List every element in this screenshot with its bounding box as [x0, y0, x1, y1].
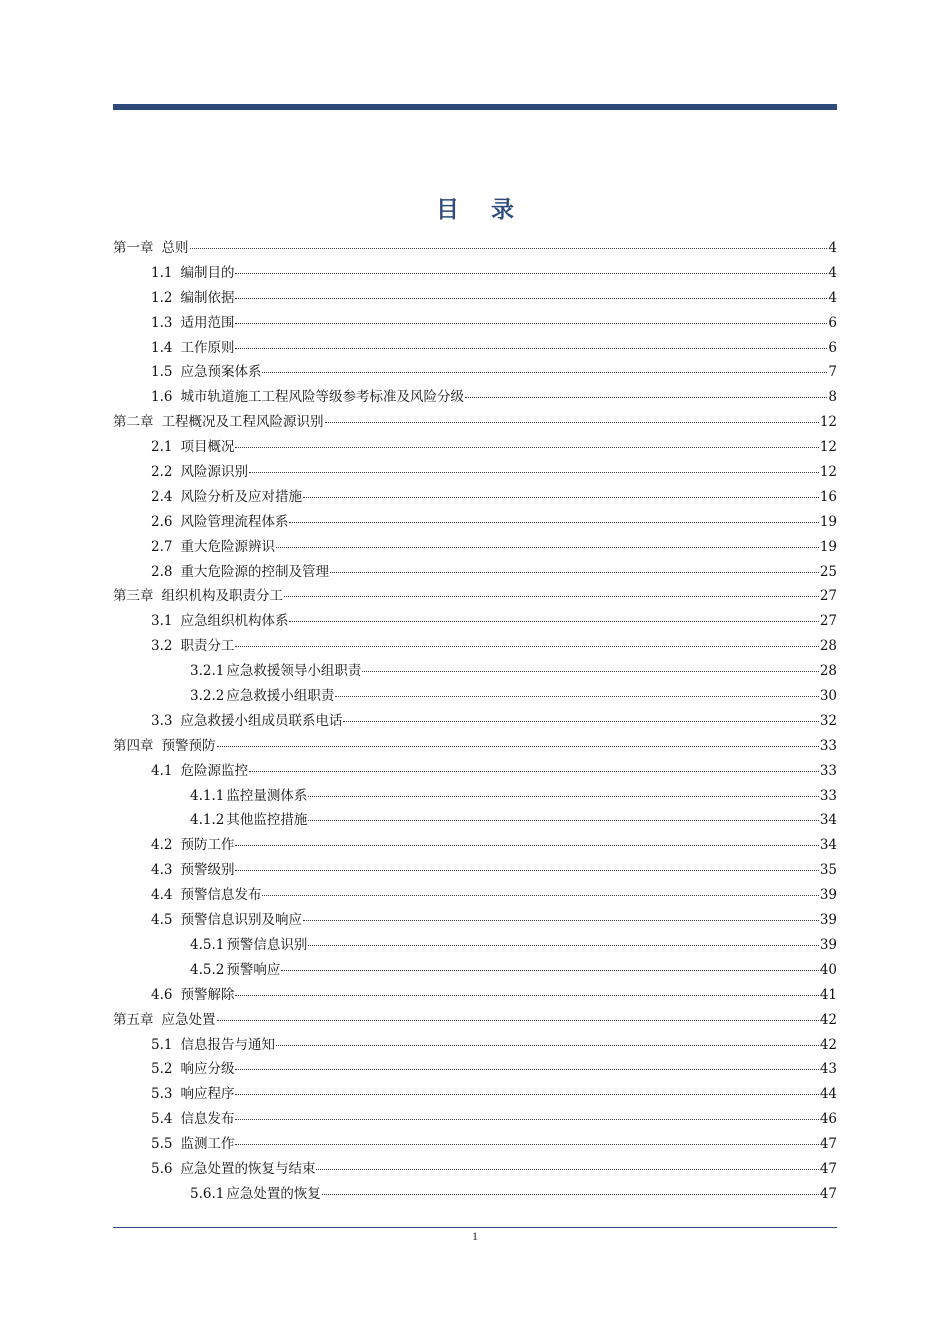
toc-entry-number: 3.2.1	[190, 663, 225, 680]
toc-dot-leader	[316, 1169, 818, 1170]
toc-entry[interactable]	[113, 410, 837, 435]
toc-entry[interactable]	[113, 1182, 837, 1207]
toc-entry-page: 34	[819, 837, 837, 854]
toc-entry-page: 30	[819, 688, 837, 705]
toc-dot-leader	[335, 696, 818, 697]
toc-entry-title: 应急救援小组职责	[226, 688, 335, 705]
toc-entry-page: 28	[819, 638, 837, 655]
toc-entry[interactable]	[113, 883, 837, 908]
toc-dot-leader	[235, 1094, 818, 1095]
toc-entry-page: 39	[819, 887, 837, 904]
toc-entry[interactable]	[113, 385, 837, 410]
page-number: 1	[472, 1229, 478, 1243]
toc-entry-title: 重大危险源辨识	[180, 538, 275, 555]
toc-entry-title: 应急预案体系	[180, 364, 262, 381]
toc-entry-page: 7	[828, 364, 837, 381]
toc-entry-number: 4.5.2	[190, 961, 225, 978]
toc-entry-title: 项目概况	[180, 439, 235, 456]
toc-entry-page: 25	[819, 563, 837, 580]
toc-dot-leader	[249, 472, 819, 473]
toc-dot-leader	[235, 1069, 818, 1070]
toc-entry-page: 6	[828, 314, 837, 331]
toc-entry-number: 1.4	[151, 339, 173, 356]
toc-entry-number: 5.3	[151, 1086, 173, 1103]
toc-entry-page: 40	[819, 961, 837, 978]
toc-entry-page: 34	[819, 812, 837, 829]
toc-entry-page: 19	[819, 538, 837, 555]
toc-dot-leader	[284, 596, 819, 597]
toc-dot-leader	[262, 895, 818, 896]
toc-dot-leader	[262, 372, 827, 373]
toc-dot-leader	[362, 671, 818, 672]
toc-entry-page: 8	[828, 389, 837, 406]
toc-entry-title: 应急组织机构体系	[180, 613, 289, 630]
toc-entry[interactable]	[113, 360, 837, 385]
toc-entry-number: 1.6	[151, 389, 173, 406]
toc-entry-page: 41	[819, 986, 837, 1003]
toc-entry[interactable]	[113, 659, 837, 684]
toc-entry[interactable]	[113, 435, 837, 460]
toc-entry-page: 27	[819, 588, 837, 605]
toc-dot-leader	[281, 970, 818, 971]
toc-entry[interactable]	[113, 560, 837, 585]
toc-entry-title: 工作原则	[180, 339, 235, 356]
toc-dot-leader	[308, 796, 818, 797]
toc-entry-title: 其他监控措施	[226, 812, 308, 829]
toc-entry-number: 5.4	[151, 1111, 173, 1128]
footer-rule	[113, 1227, 837, 1228]
table-of-contents	[113, 236, 837, 1207]
toc-entry-title: 预警级别	[180, 862, 235, 879]
toc-dot-leader	[235, 870, 818, 871]
toc-dot-leader	[235, 845, 818, 846]
toc-entry-number: 4.1.1	[190, 787, 225, 804]
toc-entry-title: 应急处置的恢复与结束	[180, 1160, 316, 1177]
toc-entry-title: 信息发布	[180, 1111, 235, 1128]
toc-entry-number: 5.6.1	[190, 1185, 225, 1202]
toc-entry-title: 风险管理流程体系	[180, 513, 289, 530]
toc-entry-page: 6	[828, 339, 837, 356]
toc-entry-number: 2.7	[151, 538, 173, 555]
toc-entry[interactable]	[113, 336, 837, 361]
toc-entry-number: 2.1	[151, 439, 173, 456]
toc-entry-page: 35	[819, 862, 837, 879]
toc-entry-page: 39	[819, 912, 837, 929]
toc-entry-title: 监测工作	[180, 1136, 235, 1153]
toc-dot-leader	[308, 820, 818, 821]
toc-entry[interactable]	[113, 460, 837, 485]
header-rule	[113, 104, 837, 110]
toc-entry-title: 应急处置	[161, 1011, 216, 1028]
toc-entry-page: 16	[819, 488, 837, 505]
toc-entry[interactable]	[113, 684, 837, 709]
toc-entry[interactable]	[113, 983, 837, 1008]
toc-entry-title: 应急救援领导小组职责	[226, 663, 362, 680]
toc-entry[interactable]	[113, 311, 837, 336]
toc-dot-leader	[276, 547, 819, 548]
toc-entry-title: 总则	[161, 240, 189, 256]
toc-entry-number: 4.6	[151, 986, 173, 1003]
toc-entry[interactable]	[113, 584, 837, 609]
toc-entry-number: 第一章	[113, 240, 154, 256]
toc-dot-leader	[465, 397, 827, 398]
toc-entry-number: 3.2.2	[190, 688, 225, 705]
toc-entry-number: 5.5	[151, 1136, 173, 1153]
toc-entry-page: 33	[819, 737, 837, 754]
toc-entry-title: 监控量测体系	[226, 787, 308, 804]
toc-entry-number: 4.4	[151, 887, 173, 904]
toc-entry-number: 5.1	[151, 1036, 173, 1053]
toc-entry-page: 12	[819, 464, 837, 481]
toc-entry-title: 预警解除	[180, 986, 235, 1003]
toc-dot-leader	[322, 1194, 819, 1195]
toc-dot-leader	[217, 1020, 819, 1021]
toc-dot-leader	[308, 945, 818, 946]
toc-entry-number: 3.3	[151, 712, 173, 729]
toc-entry-title: 适用范围	[180, 314, 235, 331]
toc-entry-page: 46	[819, 1111, 837, 1128]
toc-dot-leader	[235, 1119, 818, 1120]
toc-dot-leader	[235, 348, 827, 349]
toc-entry-page: 47	[819, 1185, 837, 1202]
toc-dot-leader	[303, 920, 819, 921]
toc-entry[interactable]	[113, 535, 837, 560]
toc-entry-page: 32	[819, 712, 837, 729]
toc-dot-leader	[235, 273, 827, 274]
toc-entry-page: 47	[819, 1136, 837, 1153]
toc-dot-leader	[235, 298, 827, 299]
toc-entry[interactable]	[113, 1157, 837, 1182]
toc-entry-title: 响应程序	[180, 1086, 235, 1103]
toc-entry-title: 应急救援小组成员联系电话	[180, 712, 343, 729]
toc-entry-page: 33	[819, 787, 837, 804]
toc-entry[interactable]	[113, 236, 837, 261]
toc-entry[interactable]	[113, 759, 837, 784]
toc-entry[interactable]	[113, 1057, 837, 1082]
toc-entry[interactable]	[113, 808, 837, 833]
toc-entry-title: 预警信息识别	[226, 936, 308, 953]
toc-title: 目 录	[435, 197, 526, 223]
toc-entry[interactable]	[113, 858, 837, 883]
toc-entry[interactable]	[113, 958, 837, 983]
toc-entry-number: 2.2	[151, 464, 173, 481]
toc-dot-leader	[235, 646, 818, 647]
toc-entry-title: 职责分工	[180, 638, 235, 655]
toc-entry-number: 1.2	[151, 289, 173, 306]
toc-entry-title: 预警信息识别及响应	[180, 912, 302, 929]
toc-entry-title: 预警响应	[226, 961, 281, 978]
toc-entry-page: 39	[819, 936, 837, 953]
toc-entry[interactable]	[113, 833, 837, 858]
toc-entry-title: 预防工作	[180, 837, 235, 854]
toc-dot-leader	[235, 323, 827, 324]
toc-entry-number: 1.3	[151, 314, 173, 331]
toc-entry-title: 组织机构及职责分工	[161, 588, 283, 605]
toc-entry-number: 3.1	[151, 613, 173, 630]
toc-entry[interactable]	[113, 1132, 837, 1157]
toc-entry[interactable]	[113, 1082, 837, 1107]
toc-entry-title: 风险分析及应对措施	[180, 488, 302, 505]
toc-entry-number: 4.1	[151, 762, 173, 779]
toc-entry-number: 4.5.1	[190, 936, 225, 953]
toc-entry-number: 2.8	[151, 563, 173, 580]
toc-entry-number: 4.1.2	[190, 812, 225, 829]
toc-entry-number: 4.5	[151, 912, 173, 929]
toc-entry-title: 城市轨道施工工程风险等级参考标准及风险分级	[180, 389, 464, 406]
toc-entry-title: 预警预防	[161, 737, 216, 754]
toc-entry-number: 1.1	[151, 264, 173, 281]
toc-entry-page: 33	[819, 762, 837, 779]
toc-entry-page: 19	[819, 513, 837, 530]
toc-entry-title: 信息报告与通知	[180, 1036, 275, 1053]
toc-entry-page: 28	[819, 663, 837, 680]
toc-entry-page: 4	[828, 264, 837, 281]
toc-entry-title: 编制依据	[180, 289, 235, 306]
toc-entry-page: 44	[819, 1086, 837, 1103]
toc-entry-number: 3.2	[151, 638, 173, 655]
toc-dot-leader	[235, 447, 818, 448]
toc-dot-leader	[325, 422, 819, 423]
toc-entry[interactable]	[113, 261, 837, 286]
toc-entry-number: 1.5	[151, 364, 173, 381]
toc-entry[interactable]	[113, 609, 837, 634]
toc-entry-title: 危险源监控	[180, 762, 248, 779]
toc-entry[interactable]	[113, 1008, 837, 1033]
toc-entry[interactable]	[113, 709, 837, 734]
toc-entry-page: 4	[828, 240, 837, 256]
toc-entry-page: 47	[819, 1160, 837, 1177]
toc-entry-title: 工程概况及工程风险源识别	[161, 414, 324, 431]
toc-entry-title: 编制目的	[180, 264, 235, 281]
toc-entry-number: 5.2	[151, 1061, 173, 1078]
toc-entry-number: 4.3	[151, 862, 173, 879]
toc-entry[interactable]	[113, 286, 837, 311]
toc-entry-title: 响应分级	[180, 1061, 235, 1078]
toc-entry-page: 43	[819, 1061, 837, 1078]
toc-entry-page: 12	[819, 414, 837, 431]
toc-dot-leader	[343, 721, 818, 722]
toc-entry[interactable]	[113, 1033, 837, 1058]
toc-dot-leader	[289, 522, 818, 523]
toc-entry-number: 第五章	[113, 1011, 154, 1028]
toc-entry-title: 预警信息发布	[180, 887, 262, 904]
toc-entry[interactable]	[113, 634, 837, 659]
toc-dot-leader	[217, 746, 819, 747]
toc-dot-leader	[249, 771, 819, 772]
toc-entry-number: 第三章	[113, 588, 154, 605]
toc-entry-number: 2.4	[151, 488, 173, 505]
toc-entry-page: 12	[819, 439, 837, 456]
toc-entry[interactable]	[113, 908, 837, 933]
toc-dot-leader	[289, 621, 818, 622]
toc-entry-page: 4	[828, 289, 837, 306]
toc-entry-page: 42	[819, 1036, 837, 1053]
toc-entry-title: 应急处置的恢复	[226, 1185, 321, 1202]
toc-entry[interactable]	[113, 933, 837, 958]
toc-dot-leader	[330, 572, 819, 573]
toc-entry-title: 风险源识别	[180, 464, 248, 481]
toc-entry-number: 2.6	[151, 513, 173, 530]
toc-entry-number: 第四章	[113, 737, 154, 754]
toc-dot-leader	[235, 995, 818, 996]
toc-dot-leader	[190, 248, 828, 249]
toc-entry[interactable]	[113, 1107, 837, 1132]
toc-entry-page: 27	[819, 613, 837, 630]
toc-dot-leader	[276, 1045, 819, 1046]
toc-entry[interactable]	[113, 784, 837, 809]
toc-entry[interactable]	[113, 734, 837, 759]
toc-entry-title: 重大危险源的控制及管理	[180, 563, 329, 580]
toc-entry-number: 5.6	[151, 1160, 173, 1177]
toc-entry-number: 4.2	[151, 837, 173, 854]
toc-entry[interactable]	[113, 510, 837, 535]
toc-dot-leader	[303, 497, 819, 498]
toc-entry[interactable]	[113, 485, 837, 510]
toc-dot-leader	[235, 1144, 818, 1145]
toc-entry-number: 第二章	[113, 414, 154, 431]
toc-entry-page: 42	[819, 1011, 837, 1028]
